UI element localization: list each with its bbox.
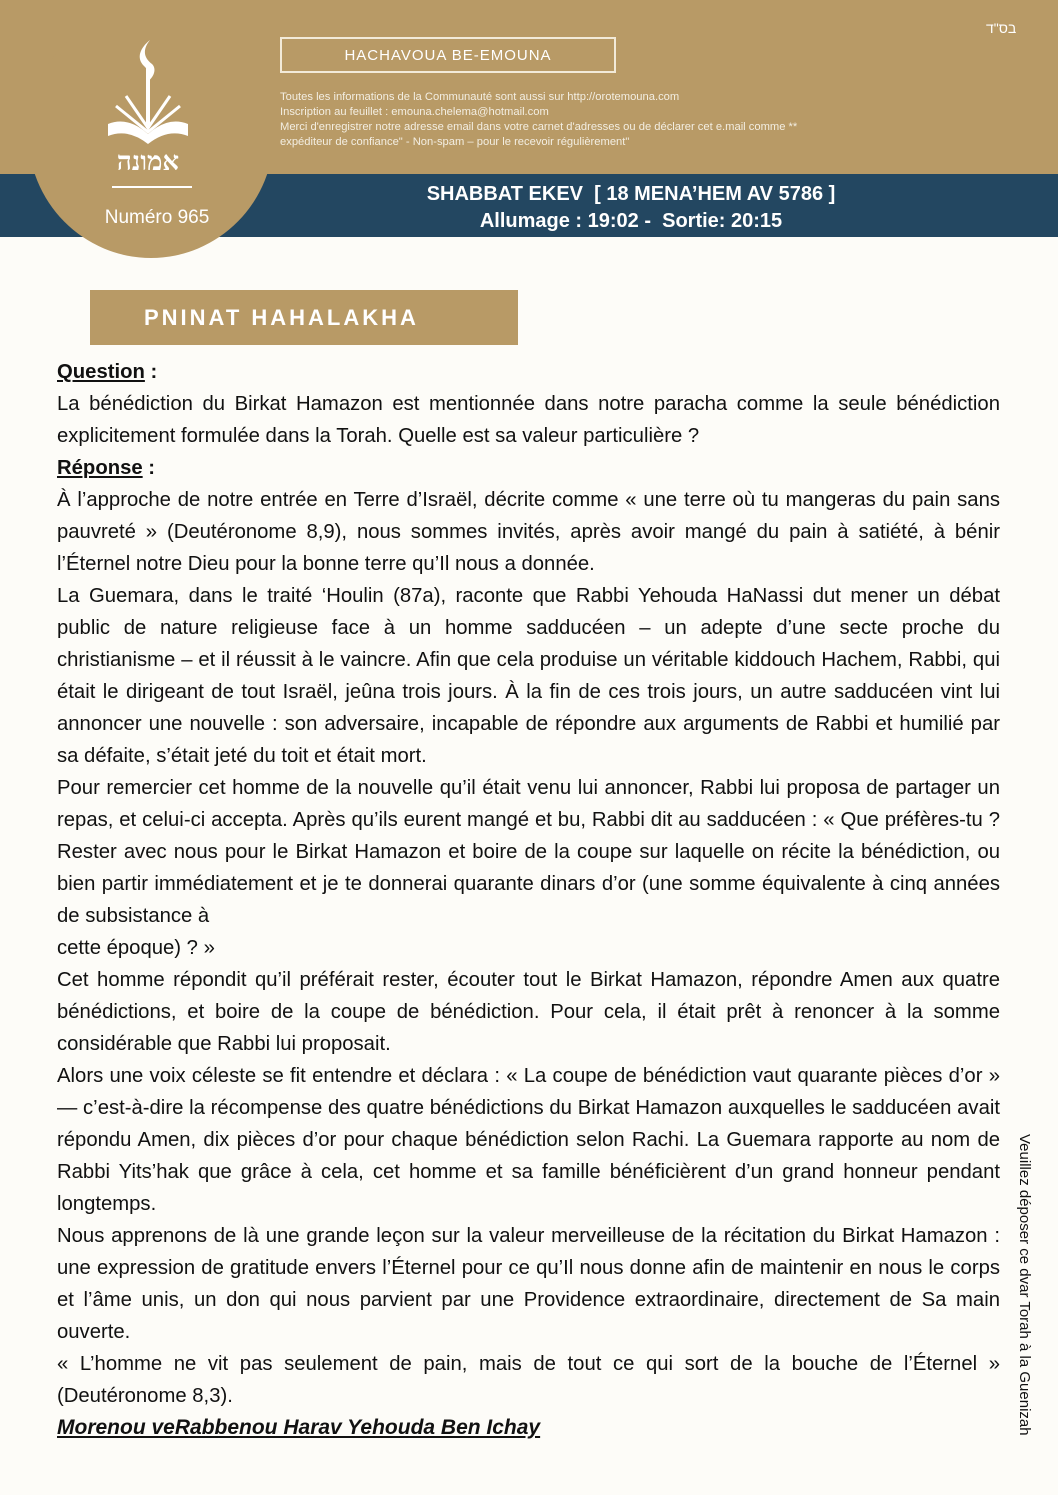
- section-title: PNINAT HAHALAKHA: [90, 290, 518, 345]
- paragraph: cette époque) ? »: [57, 937, 215, 959]
- paragraph: Alors une voix céleste se fit entendre et déclara : « La coupe de bénédiction vaut quarante pièces d’or » — c’est-à-dire la récompense des quatre bénédictions du Birkat Hamazon auxquelles le sadducéen avait répondu Amen, dix pièces d’or pour chaque bénédiction selon Rachi. La Guemara rapporte au nom de Rabbi Yits’hak que grâce à cela, cet homme et sa famille bénéficièrent d’un grand honneur pendant longtemps.: [57, 1065, 1000, 1215]
- paragraph: Cet homme répondit qu’il préférait rester, écouter tout le Birkat Hamazon, répondre Amen aux quatre bénédictions, et boire de la coupe de bénédiction. Pour cela, il était prêt à renoncer à la somme considérable que Rabbi lui proposait.: [57, 969, 1000, 1055]
- guenizah-note: Veuillez déposer ce dvar Torah à la Guenizah: [1016, 1134, 1033, 1436]
- emouna-logo-icon: [98, 36, 198, 176]
- svg-text:אמונה: אמונה: [116, 147, 180, 176]
- question-heading: Question :: [57, 361, 158, 383]
- paragraph: La Guemara, dans le traité ‘Houlin (87a), raconte que Rabbi Yehouda HaNassi dut mener un débat public de nature religieuse face à un homme sadducéen – un adepte d’une secte proche du christianisme – et il réussit à le vaincre. Afin que cela produise un véritable kiddouch Hachem, Rabbi, qui était le dirigeant de tout Israël, jeûna trois jours. À la fin de ces trois jours, un autre sadducéen vint lui annoncer une nouvelle : son adversaire, incapable de répondre aux arguments de Rabbi et humilié par sa défaite, s’était jeté du toit et était mort.: [57, 585, 1000, 767]
- shabbat-info: [380, 181, 882, 235]
- shabbat-line: SHABBAT EKEV [ 18 MENA’HEM AV 5786 ]: [426, 183, 836, 205]
- question-label: Question: [57, 361, 145, 383]
- logo-divider: [112, 186, 192, 188]
- info-line: Inscription au feuillet : emouna.chelema@hotmail.com: [280, 106, 549, 118]
- paragraph: « L’homme ne vit pas seulement de pain, mais de tout ce qui sort de la bouche de l’Éternel » (Deutéronome 8,3).: [57, 1353, 1000, 1407]
- info-line: Merci d'enregistrer notre adresse email dans votre carnet d'adresses ou de déclarer cet e.mail comme **: [280, 121, 798, 133]
- signature: Morenou veRabbenou Harav Yehouda Ben Ichay: [57, 1416, 541, 1439]
- answer-label: Réponse: [57, 457, 143, 479]
- times-line: Allumage : 19:02 - Sortie: 20:15: [479, 210, 783, 232]
- paragraph: À l’approche de notre entrée en Terre d’Israël, décrite comme « une terre où tu mangeras du pain sans pauvreté » (Deutéronome 8,9), nous sommes invités, après avoir mangé du pain à satiété, à bénir l’Éternel notre Dieu pour la bonne terre qu’Il nous a donnée.: [57, 489, 1000, 575]
- issue-number: Numéro 965: [104, 207, 210, 228]
- answer-heading: Réponse :: [57, 457, 156, 479]
- question-text: La bénédiction du Birkat Hamazon est mentionnée dans notre paracha comme la seule bénédiction explicitement formulée dans la Torah. Quelle est sa valeur particulière ?: [57, 393, 1000, 447]
- article-body: [57, 356, 1000, 1444]
- info-line: Toutes les informations de la Communauté sont aussi sur http://orotemouna.com: [280, 91, 680, 103]
- paragraph: Pour remercier cet homme de la nouvelle qu’il était venu lui annoncer, Rabbi lui proposa de partager un repas, et celui-ci accepta. Après qu’ils eurent mangé et bu, Rabbi dit au sadducéen : « Que préfères-tu ? Rester avec nous pour le Birkat Hamazon et boire de la coupe sur laquelle on récite la bénédiction, ou bien partir immédiatement et je te donnerai quarante dinars d’or (une somme équivalente à cinq années de subsistance à: [57, 777, 1000, 927]
- info-line: expéditeur de confiance" - Non-spam – pour le recevoir régulièrement": [280, 136, 630, 148]
- info-block: [280, 90, 940, 150]
- hebrew-mark: בס"ד: [986, 20, 1017, 36]
- newsletter-title: HACHAVOUA BE-EMOUNA: [280, 37, 616, 73]
- paragraph: Nous apprenons de là une grande leçon sur la valeur merveilleuse de la récitation du Birkat Hamazon : une expression de gratitude envers l’Éternel pour ce qu’Il nous donne afin de maintenir en nous le corps et l’âme unis, un don qui nous parvient par une Providence extraordinaire, directement de Sa main ouverte.: [57, 1225, 1000, 1343]
